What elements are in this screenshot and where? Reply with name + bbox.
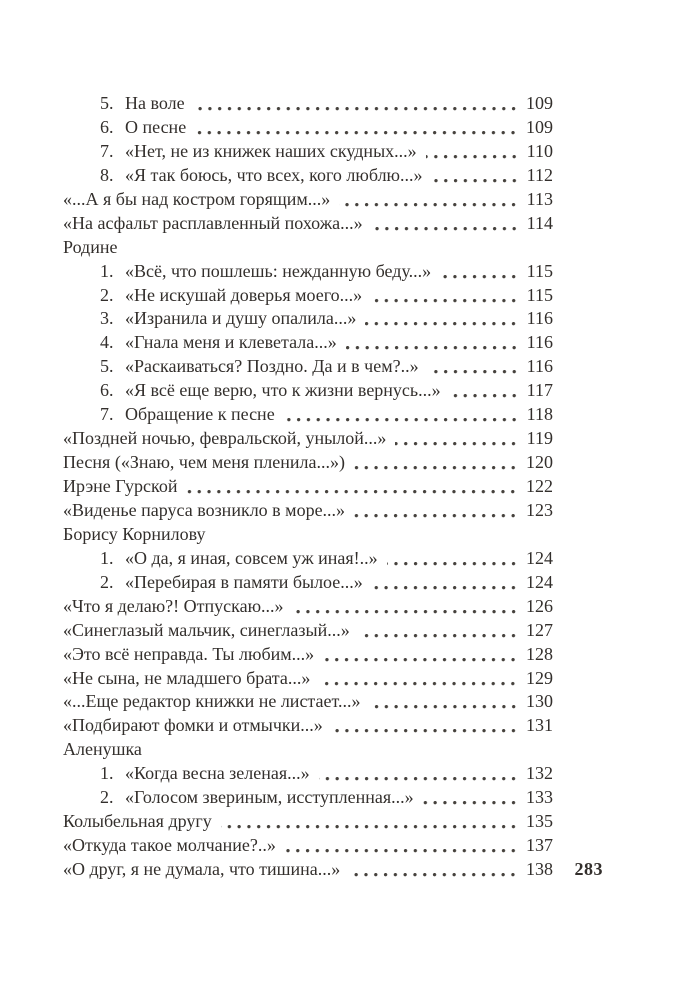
toc-entry-number: 8. (100, 164, 114, 185)
toc-entry-page: 109 (526, 93, 553, 113)
toc-entry-title: Борису Корнилову (63, 523, 206, 544)
toc-entry-number: 2. (100, 284, 114, 305)
dotted-leader (359, 619, 518, 643)
toc-entry-title: На воле (125, 93, 185, 113)
toc-section-heading (63, 738, 553, 762)
dotted-leader (387, 547, 518, 571)
toc-entry-page: 132 (526, 763, 553, 784)
toc-entry (63, 667, 553, 691)
dotted-leader (395, 427, 518, 451)
toc-entry (63, 212, 553, 236)
toc-entry-number: 5. (100, 356, 114, 377)
toc-entry-title: «Изранила и душу опалила...» (125, 308, 357, 329)
toc-entry-page: 119 (526, 428, 553, 449)
dotted-leader (332, 714, 518, 738)
toc-entry-number: 1. (100, 763, 114, 784)
toc-entry (63, 379, 553, 403)
toc-entry (63, 116, 553, 140)
toc-entry-number: 3. (100, 308, 114, 329)
toc-entry-title: Родине (63, 236, 118, 257)
toc-entry-title: «Когда весна зеленая...» (125, 763, 310, 784)
toc-entry (63, 714, 553, 738)
table-of-contents (63, 92, 553, 882)
toc-entry-number: 5. (100, 93, 114, 113)
toc-entry-number: 6. (100, 116, 114, 137)
toc-entry (63, 810, 553, 834)
toc-entry (63, 284, 553, 308)
toc-entry-title: Ирэне Гурской (63, 476, 178, 496)
dotted-leader (354, 451, 518, 475)
toc-entry-title: «Подбирают фомки и отмычки...» (63, 715, 323, 736)
toc-section-heading (63, 523, 553, 547)
toc-entry-title: «Я всё еще верю, что к жизни вернусь...» (125, 380, 441, 401)
toc-entry-title: «Голосом звериным, исступленная...» (125, 787, 414, 808)
toc-entry-title: «Гнала меня и клеветала...» (125, 332, 337, 353)
toc-entry-number: 1. (100, 260, 114, 281)
toc-entry (63, 571, 553, 595)
dotted-leader (372, 571, 518, 595)
dotted-leader (293, 595, 518, 619)
toc-entry-title: «Синеглазый мальчик, синеглазый...» (63, 619, 350, 640)
dotted-leader (339, 188, 518, 212)
toc-entry-page: 124 (526, 547, 553, 568)
toc-entry-page: 116 (526, 308, 553, 329)
toc-entry-number: 2. (100, 787, 114, 808)
toc-entry-title: «...Еще редактор книжки не листает...» (63, 691, 361, 712)
dotted-leader (195, 116, 518, 140)
toc-entry (63, 786, 553, 810)
toc-entry (63, 188, 553, 212)
toc-entry-page: 113 (526, 188, 553, 209)
dotted-leader (370, 690, 518, 714)
dotted-leader (365, 307, 518, 331)
toc-entry (63, 619, 553, 643)
toc-entry-title: «Не сына, не младшего брата...» (63, 667, 311, 688)
dotted-leader (372, 212, 519, 236)
toc-entry-page: 135 (526, 811, 553, 832)
toc-entry-page: 116 (526, 356, 553, 377)
toc-entry-title: «Перебирая в памяти былое...» (125, 571, 363, 592)
toc-entry-page: 127 (526, 619, 553, 640)
toc-entry-number: 4. (100, 332, 114, 353)
toc-entry-page: 123 (526, 499, 553, 520)
toc-entry-page: 114 (526, 212, 553, 233)
toc-entry-page: 122 (526, 476, 553, 496)
toc-entry-title: Обращение к песне (125, 404, 275, 425)
toc-entry (63, 858, 553, 882)
toc-entry (63, 331, 553, 355)
toc-entry-page: 112 (526, 164, 553, 185)
dotted-leader (323, 643, 518, 667)
toc-entry-number: 7. (100, 140, 114, 161)
toc-entry (63, 140, 553, 164)
toc-entry-title: «Не искушай доверья моего...» (125, 284, 363, 305)
toc-entry-number: 1. (100, 547, 114, 568)
toc-entry-page: 117 (526, 380, 553, 401)
dotted-leader (186, 475, 518, 499)
toc-entry (63, 690, 553, 714)
toc-entry-page: 126 (526, 595, 553, 616)
toc-entry-page: 131 (526, 715, 553, 736)
dotted-leader (349, 858, 518, 882)
dotted-leader (194, 92, 518, 116)
toc-section-heading (63, 236, 553, 260)
toc-entry-number: 6. (100, 380, 114, 401)
toc-entry-page: 120 (526, 452, 553, 473)
toc-entry (63, 92, 553, 116)
toc-entry-page: 118 (526, 404, 553, 425)
dotted-leader (354, 499, 518, 523)
toc-entry-number: 2. (100, 571, 114, 592)
toc-entry-title: «Я так боюсь, что всех, кого люблю...» (125, 164, 423, 185)
toc-entry (63, 595, 553, 619)
toc-entry-page: 116 (526, 332, 553, 353)
dotted-leader (284, 403, 519, 427)
toc-entry (63, 164, 553, 188)
dotted-leader (319, 667, 518, 691)
toc-entry (63, 547, 553, 571)
toc-entry-title: Песня («Знаю, чем меня пленила...») (63, 452, 345, 473)
toc-entry-page: 109 (526, 116, 553, 137)
toc-entry-number: 7. (100, 404, 114, 425)
toc-entry-page: 130 (526, 691, 553, 712)
dotted-leader (285, 834, 518, 858)
toc-entry (63, 427, 553, 451)
dotted-leader (440, 260, 519, 284)
dotted-leader (371, 284, 519, 308)
toc-entry (63, 451, 553, 475)
toc-entry-page: 115 (526, 284, 553, 305)
toc-entry-title: «Это всё неправда. Ты любим...» (63, 643, 315, 664)
toc-entry (63, 834, 553, 858)
toc-entry (63, 643, 553, 667)
toc-entry-title: «Нет, не из книжек наших скудных...» (125, 140, 417, 161)
page-number-folio: 283 (574, 859, 603, 879)
dotted-leader (319, 762, 518, 786)
toc-entry-page: 124 (526, 571, 553, 592)
dotted-leader (432, 164, 519, 188)
toc-entry-title: Колыбельная другу (63, 811, 212, 832)
toc-entry-title: О песне (125, 116, 187, 137)
toc-entry-page: 110 (526, 140, 553, 161)
toc-entry (63, 403, 553, 427)
toc-entry-title: «О друг, я не думала, что тишина...» (63, 859, 341, 879)
toc-entry-page: 133 (526, 787, 553, 808)
toc-entry-title: «Поздней ночью, февральской, унылой...» (63, 428, 387, 449)
toc-entry-title: «Откуда такое молчание?..» (63, 835, 276, 856)
toc-entry-page: 129 (526, 667, 553, 688)
toc-entry (63, 260, 553, 284)
dotted-leader (426, 140, 519, 164)
toc-entry-title: «Всё, что пошлешь: нежданную беду...» (125, 260, 432, 281)
toc-entry-title: Аленушка (63, 739, 142, 760)
dotted-leader (450, 379, 519, 403)
toc-entry (63, 355, 553, 379)
toc-entry-title: «Виденье паруса возникло в море...» (63, 499, 346, 520)
toc-entry-page: 138 (526, 859, 553, 879)
toc-entry (63, 307, 553, 331)
dotted-leader (221, 810, 518, 834)
toc-entry-page: 128 (526, 643, 553, 664)
dotted-leader (346, 331, 519, 355)
toc-entry-title: «Раскаиваться? Поздно. Да и в чем?..» (125, 356, 419, 377)
dotted-leader (423, 786, 518, 810)
toc-entry-title: «...А я бы над костром горящим...» (63, 188, 331, 209)
toc-entry-title: «О да, я иная, совсем уж иная!..» (125, 547, 378, 568)
toc-entry (63, 762, 553, 786)
toc-entry-page: 137 (526, 835, 553, 856)
toc-entry (63, 475, 553, 499)
toc-entry-title: «Что я делаю?! Отпускаю...» (63, 595, 284, 616)
toc-entry (63, 499, 553, 523)
dotted-leader (428, 355, 519, 379)
toc-entry-page: 115 (526, 260, 553, 281)
toc-entry-title: «На асфальт расплавленный похожа...» (63, 212, 363, 233)
